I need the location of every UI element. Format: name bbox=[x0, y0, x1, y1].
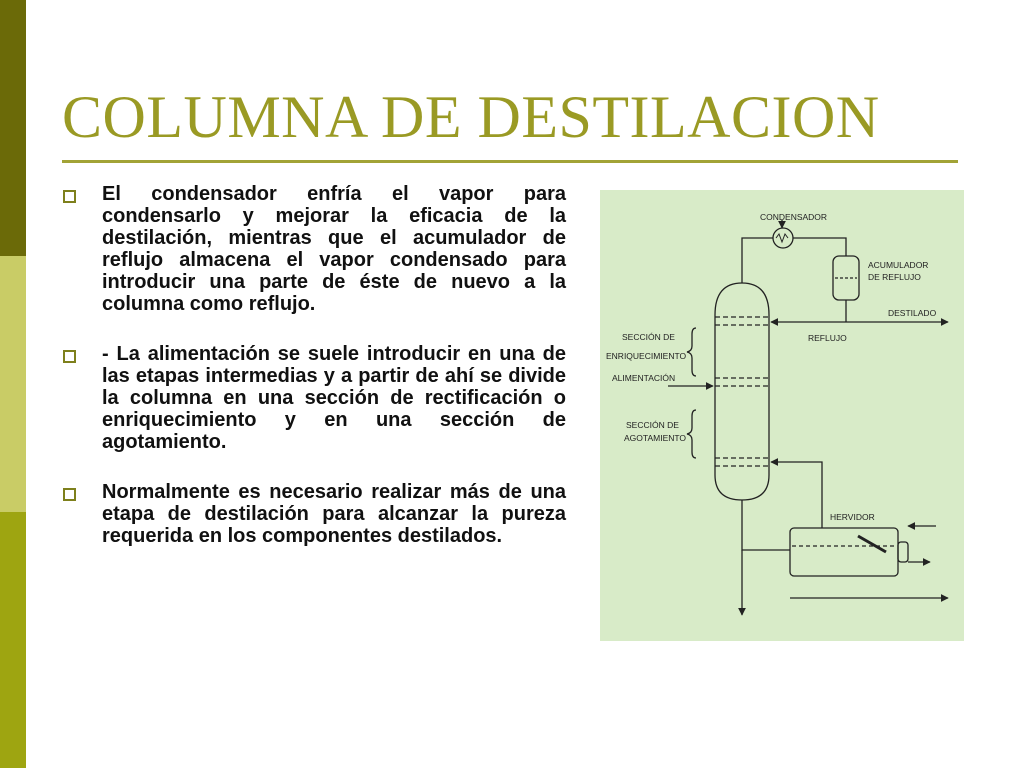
label-condensador: CONDENSADOR bbox=[760, 212, 828, 222]
hollow-square-bullet-icon bbox=[63, 488, 76, 501]
label-acumulador-2: DE REFLUJO bbox=[868, 272, 921, 282]
left-accent-band-bottom bbox=[0, 512, 26, 768]
reboiler-icon bbox=[790, 528, 898, 576]
slide-title: COLUMNA DE DESTILACION bbox=[62, 84, 880, 150]
reboiler-return-line bbox=[771, 462, 822, 528]
stripping-brace bbox=[687, 410, 696, 458]
column-body bbox=[715, 283, 769, 500]
label-acumulador-1: ACUMULADOR bbox=[868, 260, 929, 270]
label-enriquecimiento-1: SECCIÓN DE bbox=[622, 332, 675, 342]
hollow-square-bullet-icon bbox=[63, 350, 76, 363]
label-enriquecimiento-2: ENRIQUECIMIENTO bbox=[606, 351, 687, 361]
bullet-text: - La alimentación se suele introducir en una de las etapas intermedias y a partir de ahí se divide la columna en una sección de rectificación o enriquecimiento y en una sección de agotamiento. bbox=[102, 343, 566, 453]
diagram-svg bbox=[600, 190, 964, 641]
bullet-list bbox=[58, 183, 566, 575]
hollow-square-bullet-icon bbox=[63, 190, 76, 203]
bullet-item bbox=[58, 343, 566, 453]
bottoms-line bbox=[742, 500, 790, 550]
label-reflujo: REFLUJO bbox=[808, 333, 847, 343]
enrichment-brace bbox=[687, 328, 696, 376]
left-accent-band-top bbox=[0, 0, 26, 256]
left-accent-band-middle bbox=[0, 256, 26, 512]
label-hervidor: HERVIDOR bbox=[830, 512, 875, 522]
title-underline bbox=[62, 160, 958, 163]
distillation-column-diagram bbox=[600, 190, 964, 641]
label-agotamiento-2: AGOTAMIENTO bbox=[624, 433, 687, 443]
overhead-vapor-line bbox=[742, 238, 773, 283]
label-agotamiento-1: SECCIÓN DE bbox=[626, 420, 679, 430]
label-destilado: DESTILADO bbox=[888, 308, 937, 318]
bullet-item bbox=[58, 481, 566, 547]
bullet-item bbox=[58, 183, 566, 315]
bullet-text: Normalmente es necesario realizar más de una etapa de destilación para alcanzar la pureza requerida en los componentes destilados. bbox=[102, 481, 566, 547]
label-alimentacion: ALIMENTACIÓN bbox=[612, 373, 676, 383]
bullet-text: El condensador enfría el vapor para condensarlo y mejorar la eficacia de la destilación, mientras que el acumulador de reflujo almacena el vapor condensado para introducir una parte de éste de nuevo a la columna como reflujo. bbox=[102, 183, 566, 315]
